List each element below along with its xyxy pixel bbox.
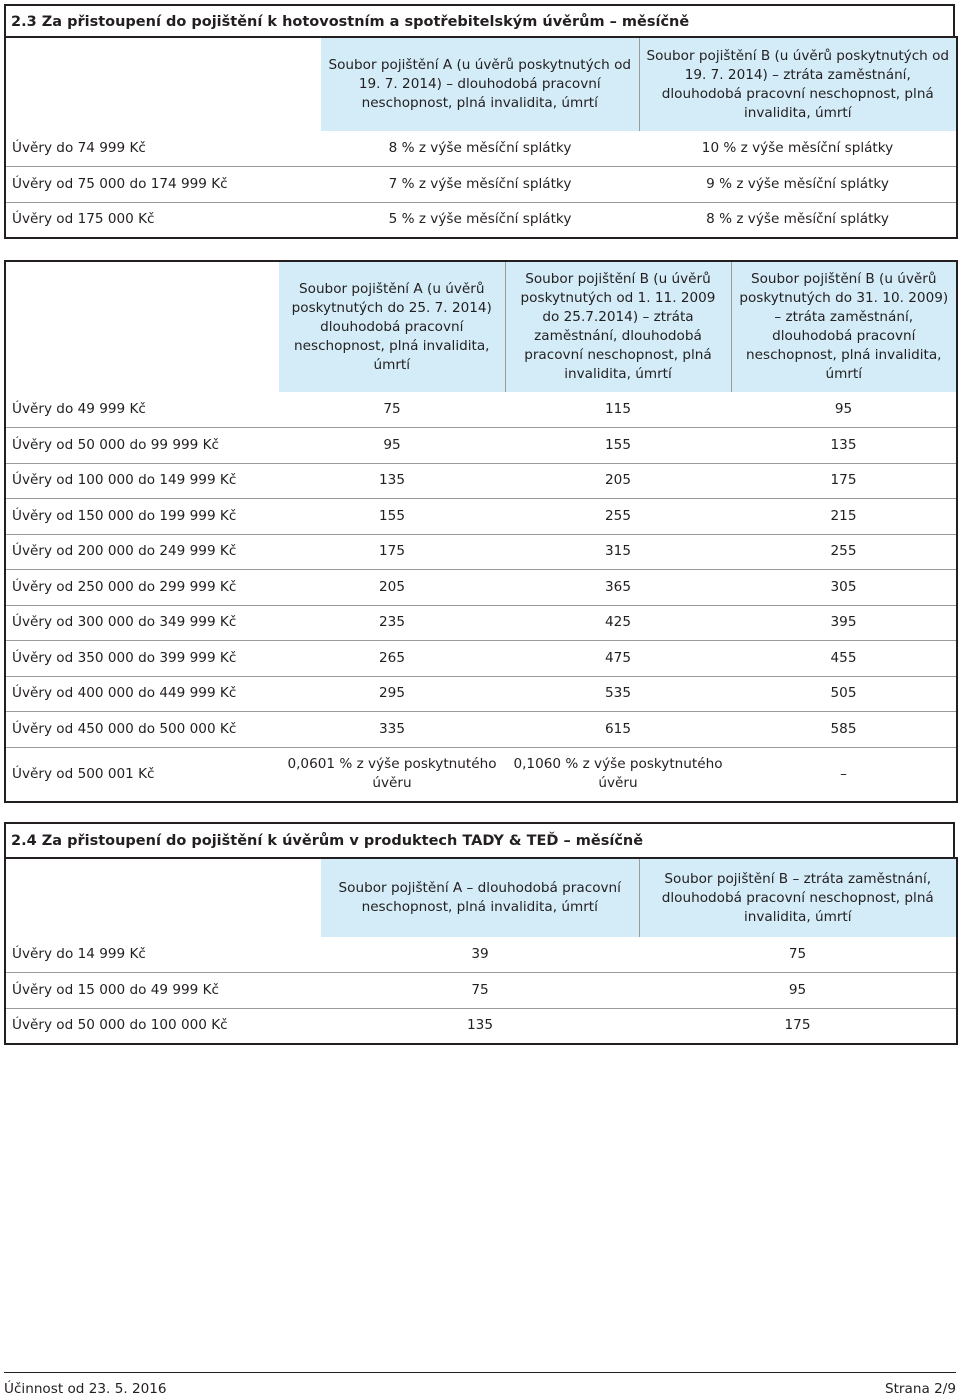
table-row [5, 1008, 957, 1044]
cell-b2: 215 [731, 499, 957, 535]
row-label: Úvěry od 100 000 do 149 999 Kč [5, 463, 279, 499]
header-soubor-a: Soubor pojištění A (u úvěrů poskytnutých od 19. 7. 2014) – dlouhodobá pracovní neschopnost, plná invalidita, úmrtí [321, 37, 639, 131]
table-row [5, 570, 957, 606]
cell-b2: 255 [731, 534, 957, 570]
row-label: Úvěry od 200 000 do 249 999 Kč [5, 534, 279, 570]
page-number: Strana 2/9 [884, 1381, 956, 1397]
table-row [5, 131, 957, 167]
header-soubor-a: Soubor pojištění A – dlouhodobá pracovní neschopnost, plná invalidita, úmrtí [321, 858, 639, 937]
cell-b1: 365 [505, 570, 731, 606]
header-label-cell [5, 261, 279, 392]
cell-a: 175 [279, 534, 505, 570]
cell-a: 205 [279, 570, 505, 606]
cell-a: 0,0601 % z výše poskytnutého úvěru [287, 756, 497, 792]
row-label: Úvěry do 74 999 Kč [5, 131, 321, 167]
cell-b1: 475 [505, 641, 731, 677]
cell-b2: 395 [731, 605, 957, 641]
cell-b2: 135 [731, 428, 957, 464]
table-row [5, 641, 957, 677]
header-soubor-b: Soubor pojištění B (u úvěrů poskytnutých od 19. 7. 2014) – ztráta zaměstnání, dlouhodobá pracovní neschopnost, plná invalidita, úmrtí [639, 37, 957, 131]
row-label: Úvěry do 49 999 Kč [5, 392, 279, 428]
table-row [5, 392, 957, 428]
table-2-3 [4, 36, 958, 239]
table-row [5, 605, 957, 641]
cell-b2: 455 [731, 641, 957, 677]
table-header-row [5, 858, 957, 937]
row-label: Úvěry od 75 000 do 174 999 Kč [5, 167, 321, 203]
row-label: Úvěry od 300 000 do 349 999 Kč [5, 605, 279, 641]
table-header-row [5, 261, 957, 392]
table-row [5, 712, 957, 748]
cell-b: 10 % z výše měsíční splátky [639, 131, 957, 167]
header-soubor-b-do-2009: Soubor pojištění B (u úvěrů poskytnutých do 31. 10. 2009) – ztráta zaměstnání, dlouhodobá pracovní neschopnost, plná invalidita, úmrtí [731, 261, 957, 392]
table-older-loans [4, 260, 958, 803]
cell-a: 335 [279, 712, 505, 748]
cell-b1: 255 [505, 499, 731, 535]
row-label: Úvěry od 400 000 do 449 999 Kč [5, 676, 279, 712]
cell-b1: 155 [505, 428, 731, 464]
table-row [5, 167, 957, 203]
header-label-cell [5, 858, 321, 937]
row-label: Úvěry od 500 001 Kč [12, 765, 155, 782]
cell-a: 95 [279, 428, 505, 464]
row-label: Úvěry od 150 000 do 199 999 Kč [5, 499, 279, 535]
cell-b1: 535 [505, 676, 731, 712]
cell-b2: 175 [731, 463, 957, 499]
table-row [5, 499, 957, 535]
table-row [5, 676, 957, 712]
cell-b: 95 [639, 973, 957, 1009]
row-label: Úvěry od 350 000 do 399 999 Kč [5, 641, 279, 677]
cell-a: 235 [279, 605, 505, 641]
row-label: Úvěry od 175 000 Kč [12, 211, 155, 227]
table-row [5, 937, 957, 973]
cell-b2: 305 [731, 570, 957, 606]
cell-b1: 205 [505, 463, 731, 499]
table-2-4 [4, 857, 958, 1045]
cell-a: 75 [321, 973, 639, 1009]
table-row [5, 973, 957, 1009]
cell-a: 155 [279, 499, 505, 535]
row-label: Úvěry do 14 999 Kč [5, 937, 321, 973]
header-soubor-b: Soubor pojištění B – ztráta zaměstnání, dlouhodobá pracovní neschopnost, plná invalidita, úmrtí [639, 858, 957, 937]
table-row [5, 463, 957, 499]
cell-b2: 505 [731, 676, 957, 712]
row-label: Úvěry od 15 000 do 49 999 Kč [5, 973, 321, 1009]
cell-b: 8 % z výše měsíční splátky [706, 211, 889, 227]
cell-b1: 0,1060 % z výše poskytnutého úvěru [513, 756, 723, 792]
row-label: Úvěry od 450 000 do 500 000 Kč [5, 712, 279, 748]
table-row [5, 428, 957, 464]
cell-a: 39 [321, 937, 639, 973]
header-label-cell [5, 37, 321, 131]
cell-a: 8 % z výše měsíční splátky [321, 131, 639, 167]
cell-b2: – [840, 765, 847, 782]
cell-a: 295 [279, 676, 505, 712]
cell-a: 265 [279, 641, 505, 677]
cell-a: 5 % z výše měsíční splátky [388, 211, 572, 227]
cell-b2: 585 [731, 712, 957, 748]
table-row [5, 202, 957, 238]
cell-b1: 615 [505, 712, 731, 748]
cell-b1: 115 [505, 392, 731, 428]
cell-b1: 425 [505, 605, 731, 641]
cell-b: 75 [639, 937, 957, 973]
effective-date: Účinnost od 23. 5. 2016 [4, 1381, 167, 1397]
row-label: Úvěry od 250 000 do 299 999 Kč [5, 570, 279, 606]
cell-b: 9 % z výše měsíční splátky [639, 167, 957, 203]
cell-b: 175 [784, 1017, 811, 1033]
header-soubor-b-2009-2014: Soubor pojištění B (u úvěrů poskytnutých od 1. 11. 2009 do 25.7.2014) – ztráta zaměstnání, dlouhodobá pracovní neschopnost, plná invalidita, úmrtí [505, 261, 731, 392]
cell-b2: 95 [731, 392, 957, 428]
cell-a: 135 [279, 463, 505, 499]
cell-b1: 315 [505, 534, 731, 570]
cell-a: 135 [467, 1017, 493, 1033]
section-2-4-title: 2.4 Za přistoupení do pojištění k úvěrům v produktech TADY & TEĎ – měsíčně [4, 822, 955, 858]
row-label: Úvěry od 50 000 do 100 000 Kč [12, 1017, 228, 1033]
table-header-row [5, 37, 957, 131]
page-footer [4, 1372, 956, 1397]
header-soubor-a: Soubor pojištění A (u úvěrů poskytnutých do 25. 7. 2014) dlouhodobá pracovní neschopnost, plná invalidita, úmrtí [279, 261, 505, 392]
section-2-3-title: 2.3 Za přistoupení do pojištění k hotovostním a spotřebitelským úvěrům – měsíčně [4, 4, 955, 37]
table-row [5, 534, 957, 570]
cell-a: 7 % z výše měsíční splátky [321, 167, 639, 203]
cell-a: 75 [279, 392, 505, 428]
table-row [5, 747, 957, 802]
row-label: Úvěry od 50 000 do 99 999 Kč [5, 428, 279, 464]
